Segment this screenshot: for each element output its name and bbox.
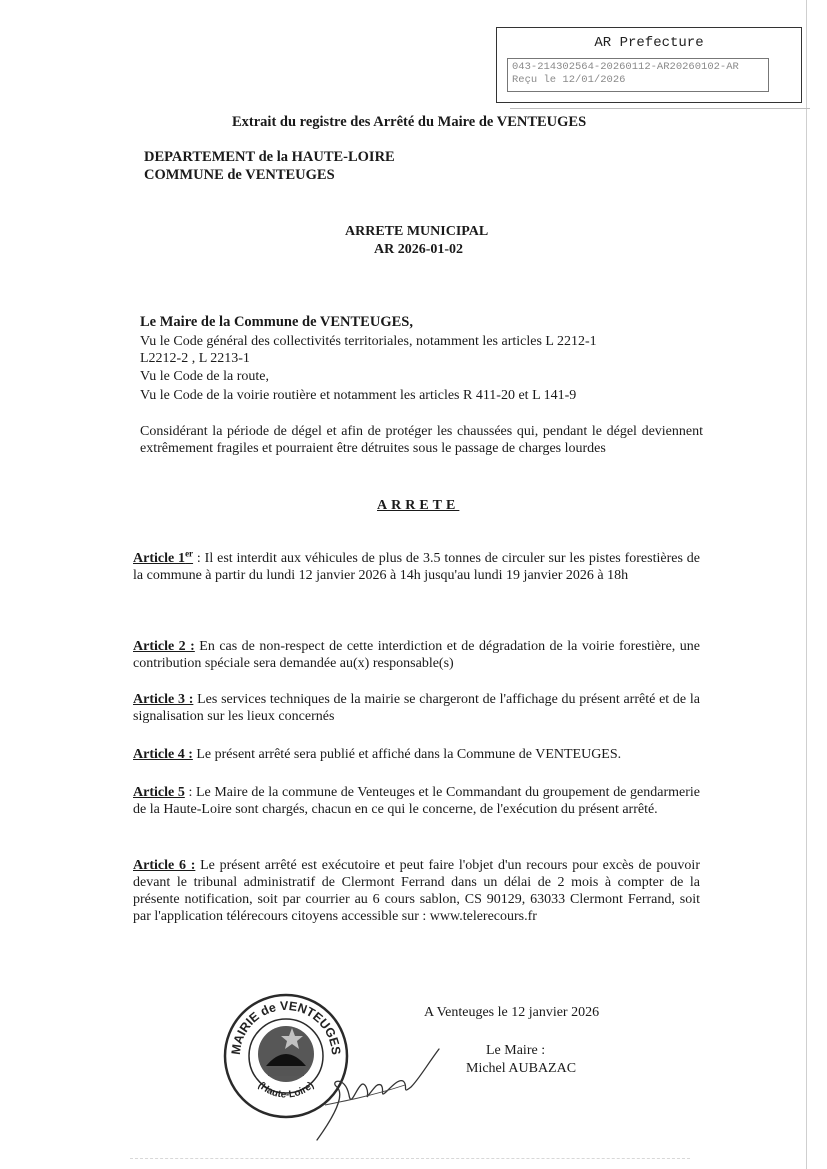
stamp-received-date: Reçu le 12/01/2026 [512, 74, 626, 86]
article-6 [133, 857, 700, 925]
article-3 [133, 691, 700, 725]
vu-cgct-line-1: Vu le Code général des collectivités territoriales, notamment les articles L 2212-1 [140, 334, 597, 349]
register-extract-heading: Extrait du registre des Arrêté du Maire de VENTEUGES [232, 114, 587, 130]
stamp-details [507, 58, 769, 92]
vu-cgct-line-2: L2212-2 , L 2213-1 [140, 351, 250, 366]
article-3-label: Article 3 : [133, 692, 194, 707]
article-1-text: : Il est interdit aux véhicules de plus de 3.5 tonnes de circuler sur les pistes forestières de la commune à partir du lundi 12 janvier 2026 à 14h jusqu'au lundi 19 janvier 2026 à 18h [133, 551, 700, 583]
arrete-heading: ARRETE [377, 498, 460, 513]
article-2 [133, 638, 700, 672]
prefecture-stamp [496, 27, 802, 103]
article-6-label: Article 6 : [133, 858, 196, 873]
article-2-label: Article 2 : [133, 639, 195, 654]
mayor-signature [315, 1035, 445, 1145]
mayor-name: Michel AUBAZAC [466, 1061, 577, 1076]
article-2-text: En cas de non-respect de cette interdiction et de dégradation de la voirie forestière, une contribution spéciale sera demandée au(x) responsable(s) [133, 639, 701, 671]
vu-code-route: Vu le Code de la route, [140, 369, 270, 384]
article-5-text: : Le Maire de la commune de Venteuges et le Commandant du groupement de gendarmerie de la Haute-Loire sont chargés, chacun en ce qui le concerne, de l'exécution du présent arrêté. [133, 785, 700, 817]
article-4 [133, 746, 700, 763]
article-1-label: Article 1er [133, 548, 194, 566]
commune-line: COMMUNE de VENTEUGES [144, 167, 335, 183]
document-number: AR 2026-01-02 [374, 242, 464, 257]
page-edge-line [510, 108, 810, 109]
page-edge [806, 0, 807, 1169]
mayor-role: Le Maire : [486, 1043, 546, 1058]
place-and-date: A Venteuges le 12 janvier 2026 [424, 1005, 600, 1020]
seal-top-text: MAIRIE de VENTEUGES [228, 998, 344, 1056]
article-5 [133, 784, 700, 818]
vu-code-voirie: Vu le Code de la voirie routière et notamment les articles R 411-20 et L 141-9 [140, 388, 577, 403]
considering-paragraph: Considérant la période de dégel et afin de protéger les chaussées qui, pendant le dégel deviennent extrêmement fragiles et pourraient être détruites sous le passage de charges lourdes [140, 424, 703, 456]
article-4-text: Le présent arrêté sera publié et affiché dans la Commune de VENTEUGES. [192, 747, 622, 762]
department-line: DEPARTEMENT de la HAUTE-LOIRE [144, 149, 395, 165]
article-4-label: Article 4 : [133, 747, 193, 762]
mayor-line: Le Maire de la Commune de VENTEUGES, [140, 314, 413, 330]
seal-bottom-text: (Haute-Loire) [255, 1079, 317, 1101]
article-6-text: Le présent arrêté est exécutoire et peut faire l'objet d'un recours pour excès de pouvoir devant le tribunal administratif de Clermont Ferrand dans un délai de 2 mois à compter de la présente notification, soit par courrier au 6 cours sablon, CS 90129, 63033 Clermont Ferrand, soit par l'application télérecours citoyens accessible sur : www.telerecours.fr [133, 858, 700, 924]
page-bottom-rule [130, 1158, 690, 1160]
document-type: ARRETE MUNICIPAL [345, 224, 489, 239]
stamp-title: AR Prefecture [594, 35, 704, 51]
stamp-reference: 043-214302564-20260112-AR20260102-AR [512, 61, 739, 73]
article-3-text: Les services techniques de la mairie se chargeront de l'affichage du présent arrêté et de la signalisation sur les lieux concernés [133, 692, 700, 724]
article-1 [133, 550, 700, 584]
seal-emblem [258, 1026, 314, 1082]
article-5-label: Article 5 [133, 785, 185, 800]
